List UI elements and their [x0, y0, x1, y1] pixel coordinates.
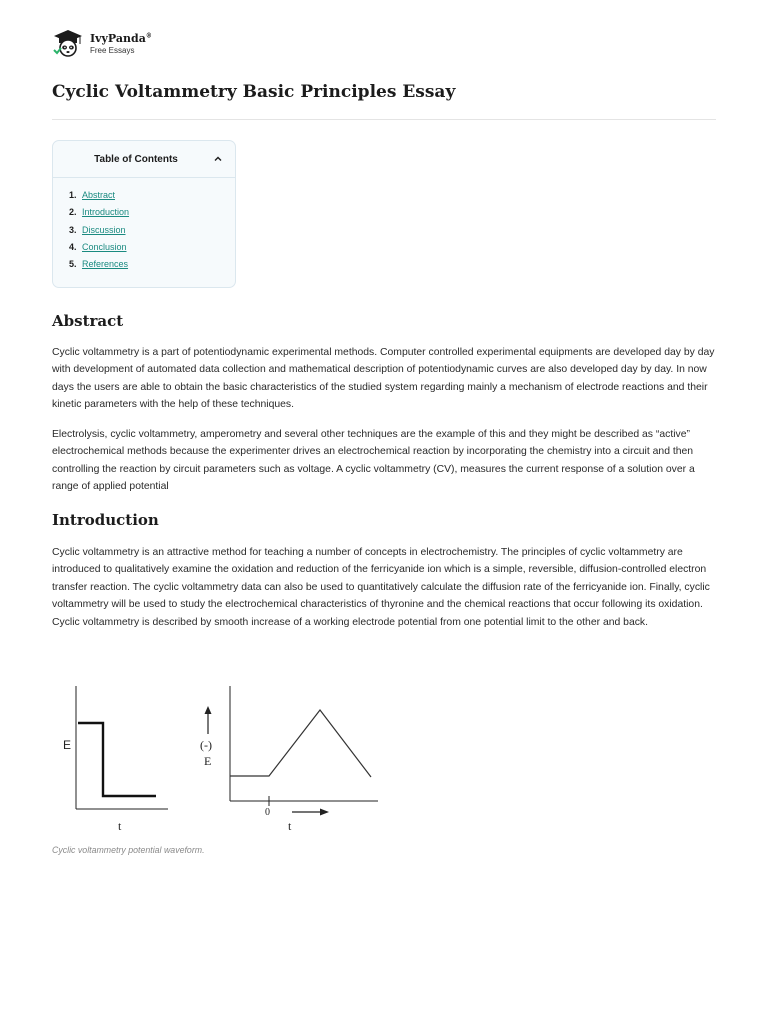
- brand-name: [90, 33, 152, 44]
- registered-mark: ®: [145, 32, 152, 40]
- toc-item: [69, 207, 235, 224]
- toc-link-discussion[interactable]: Discussion: [82, 224, 126, 235]
- step-waveform-line: [78, 723, 156, 796]
- brand[interactable]: [90, 31, 152, 55]
- toc-list: [53, 178, 235, 276]
- figure-caption: Cyclic voltammetry potential waveform.: [52, 845, 205, 855]
- toc-item-number: 5.: [69, 259, 77, 270]
- origin-label: 0: [265, 807, 270, 818]
- chevron-up-icon[interactable]: [213, 154, 223, 164]
- right-arrow-icon: [320, 809, 329, 816]
- abstract-heading: Abstract: [52, 312, 124, 330]
- toc-item: [69, 242, 235, 259]
- toc-item: [69, 190, 235, 207]
- table-of-contents: [52, 140, 236, 288]
- page-title: Cyclic Voltammetry Basic Principles Essay: [52, 82, 456, 102]
- right-y-sign-label: (-): [200, 738, 212, 752]
- introduction-heading: Introduction: [52, 511, 159, 529]
- toc-item: [69, 225, 235, 242]
- toc-item-number: 4.: [69, 241, 77, 252]
- toc-link-introduction[interactable]: Introduction: [82, 207, 130, 218]
- right-x-label: t: [288, 819, 292, 833]
- brand-tagline: Free Essays: [90, 46, 135, 55]
- right-y-label: E: [204, 754, 212, 768]
- toc-item-number: 2.: [69, 207, 77, 218]
- left-y-label: E: [63, 738, 72, 752]
- potential-waveform-figure: [52, 676, 392, 838]
- step-waveform-plot: [63, 686, 168, 833]
- graduation-cap-panda-icon[interactable]: [52, 28, 84, 58]
- toc-title: Table of Contents: [94, 153, 178, 165]
- toc-item: [69, 259, 235, 276]
- up-arrow-icon: [205, 706, 212, 714]
- left-x-label: t: [118, 819, 122, 833]
- brand-name-text: IvyPanda: [90, 32, 146, 45]
- abstract-paragraph-2: Electrolysis, cyclic voltammetry, amperometry and several other techniques are the example of this and they might be described as “active” electrochemical methods because the experimenter drives an electrochemical reaction by incorporating the chemistry into a circuit and then controlling the reaction by circuit parameters such as voltage. A cyclic voltammetry (CV), measures the current response of a solution over a range of applied potential: [52, 429, 695, 493]
- toc-link-references[interactable]: References: [82, 259, 129, 270]
- toc-header[interactable]: [53, 141, 235, 178]
- introduction-paragraph-1: Cyclic voltammetry is an attractive method for teaching a number of concepts in electrochemistry. The principles of cyclic voltammetry are introduced to qualitatively examine the oxidation and reduction of the ferricyanide ion which is a simple, reversible, diffusion-controlled electron transfer reaction. The cyclic voltammetry data can also be used to quantitatively calculate the diffusion rate of the ferricyanide ion. Finally, cyclic voltammetry will be used to study the electrochemical characteristics of thyronine and the chemical reactions that occur following its oxidation. Cyclic voltammetry is described by smooth increase of a working electrode potential from one potential limit to the other and back.: [52, 547, 710, 628]
- site-header: [52, 28, 152, 58]
- triangle-waveform-line: [230, 710, 371, 777]
- abstract-paragraph-1: Cyclic voltammetry is a part of potentiodynamic experimental methods. Computer controlled experimental equipments are developed day by day with development of automated data collection and mathematical description of potentiodynamic curves are also developed day by day. In now days the users are able to obtain the basic characteristics of the studied system regarding mainly a mechanism of electrode reactions and their kinetic parameters with the help of these techniques.: [52, 347, 715, 411]
- toc-item-number: 1.: [69, 190, 77, 200]
- toc-item-number: 3.: [69, 224, 77, 235]
- toc-link-abstract[interactable]: Abstract: [82, 190, 116, 200]
- toc-link-conclusion[interactable]: Conclusion: [82, 241, 127, 252]
- triangle-waveform-plot: [200, 686, 378, 833]
- title-divider: [52, 119, 716, 120]
